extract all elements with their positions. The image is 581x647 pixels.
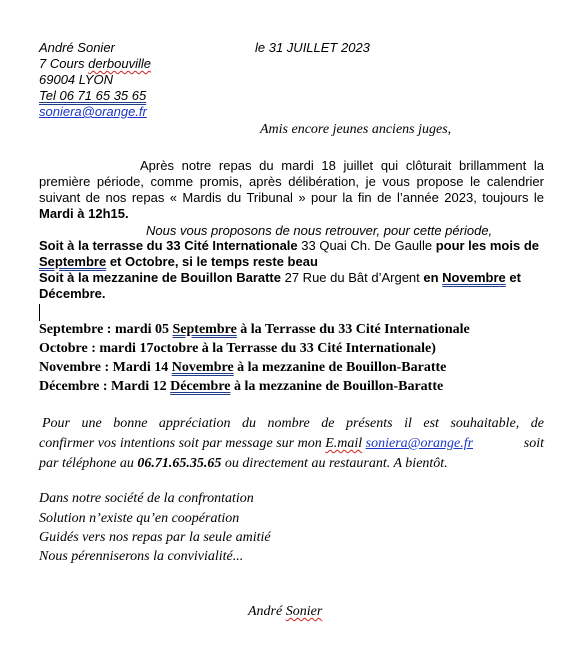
salutation: Amis encore jeunes anciens juges, [260, 122, 452, 137]
schedule-november: Novembre : Mardi 14 Novembre à la mezzanine de Bouillon-Baratte [39, 360, 447, 375]
para3-line2: confirmer vos intentions soit par message sur mon E.mail soniera@orange.fr soit [39, 436, 544, 451]
schedule-december: Décembre : Mardi 12 Décembre à la mezzanine de Bouillon-Baratte [39, 379, 444, 394]
poem-line-1: Dans notre société de la confrontation [39, 491, 254, 506]
para1-line1: Après notre repas du mardi 18 juillet qui clôturait brillamment la [140, 158, 544, 173]
text-cursor [39, 304, 40, 321]
signature: André Sonier [248, 604, 323, 619]
para1-line4: Mardi à 12h15. [39, 206, 129, 221]
para3-line3: par téléphone au 06.71.65.35.65 ou directement au restaurant. A bientôt. [39, 456, 448, 471]
poem-line-4: Nous pérenniserons la convivialité... [39, 549, 244, 564]
sender-phone: Tel 06 71 65 35 65 [39, 88, 147, 103]
contact-email-link[interactable]: soniera@orange.fr [365, 436, 474, 451]
para1-line2: première période, comme promis, après délibération, je vous propose le calendrier [39, 174, 544, 189]
sender-city: 69004 LYON [39, 72, 113, 87]
para2-line4: Soit à la mezzanine de Bouillon Baratte 27 Rue du Bât d’Argent en Novembre et [39, 270, 521, 285]
poem-line-3: Guidés vers nos repas par la seule amitié [39, 530, 271, 545]
sender-name: André Sonier [39, 40, 115, 55]
para2-line1: Nous vous proposons de nous retrouver, pour cette période, [146, 223, 493, 238]
para3-line1: Pour une bonne appréciation du nombre de présents il est souhaitable, de [42, 416, 544, 431]
schedule-october: Octobre : mardi 17octobre à la Terrasse du 33 Cité Internationale) [39, 341, 436, 356]
schedule-september: Septembre : mardi 05 Septembre à la Terrasse du 33 Cité Internationale [39, 322, 470, 337]
letter-date: le 31 JUILLET 2023 [255, 40, 370, 55]
para2-line5: Décembre. [39, 286, 106, 301]
para1-line3: suivant de nos repas « Mardis du Tribunal » pour la fin de l’année 2023, toujours le [39, 190, 544, 205]
sender-email-link[interactable]: soniera@orange.fr [39, 104, 147, 119]
para2-line3: Septembre et Octobre, si le temps reste beau [39, 254, 318, 269]
sender-street: 7 Cours derbouville [39, 56, 152, 71]
poem-line-2: Solution n’existe qu’en coopération [39, 511, 240, 526]
para2-line2: Soit à la terrasse du 33 Cité Internationale 33 Quai Ch. De Gaulle pour les mois de [39, 238, 539, 253]
